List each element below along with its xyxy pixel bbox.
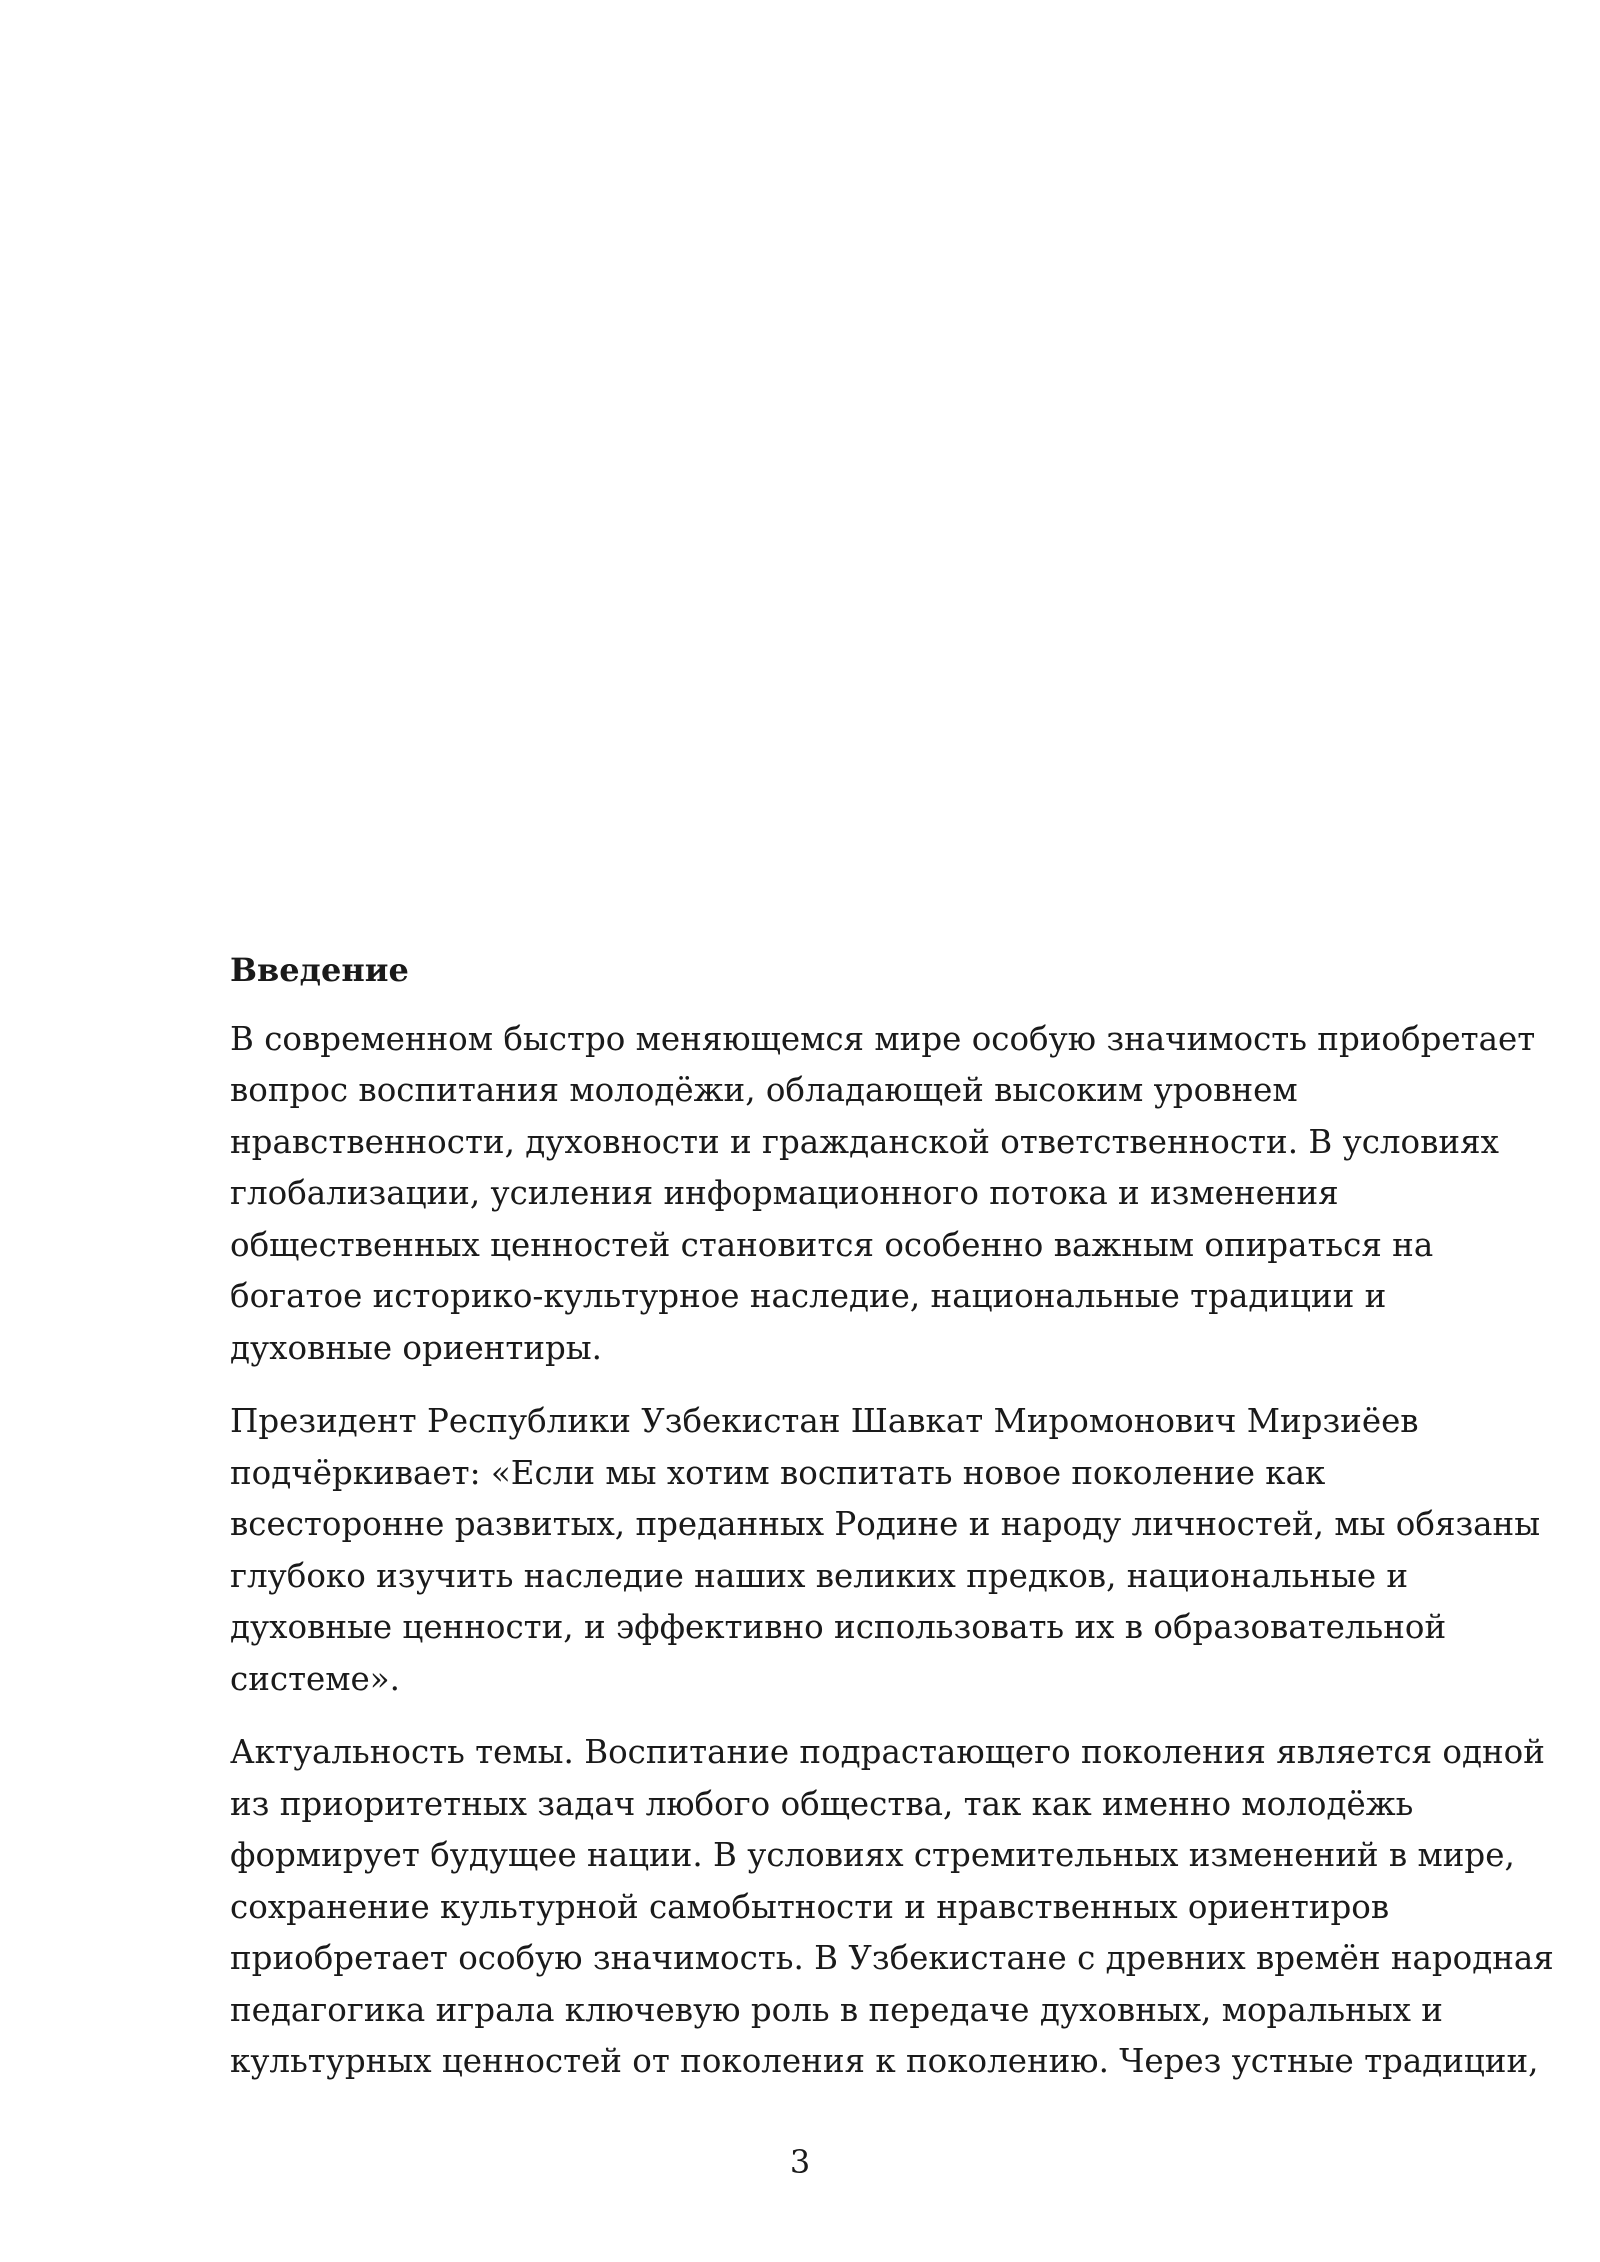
- text-line: всесторонне развитых, преданных Родине и народу личностей, мы обязаны: [230, 1505, 1541, 1544]
- page-content: [230, 950, 1554, 2110]
- text-line: приобретает особую значимость. В Узбекистане с древних времён народная: [230, 1939, 1554, 1978]
- page-number: 3: [789, 2143, 811, 2181]
- text-line: нравственности, духовности и гражданской ответственности. В условиях: [230, 1122, 1499, 1161]
- text-line: Актуальность темы. Воспитание подрастающего поколения является одной: [230, 1733, 1545, 1772]
- text-line: духовные ориентиры.: [230, 1328, 602, 1367]
- text-line: формирует будущее нации. В условиях стремительных изменений в мире,: [230, 1836, 1515, 1875]
- text-line: духовные ценности, и эффективно использовать их в образовательной: [230, 1608, 1447, 1647]
- text-line: богатое историко-культурное наследие, национальные традиции и: [230, 1277, 1387, 1316]
- text-line: общественных ценностей становится особенно важным опираться на: [230, 1225, 1434, 1264]
- text-line: глубоко изучить наследие наших великих предков, национальные и: [230, 1556, 1409, 1595]
- paragraph-intro: [230, 1014, 1536, 1375]
- text-line: культурных ценностей от поколения к поколению. Через устные традиции,: [230, 2042, 1539, 2081]
- text-line: глобализации, усиления информационного потока и изменения: [230, 1174, 1339, 1213]
- text-line: В современном быстро меняющемся мире особую значимость приобретает: [230, 1019, 1536, 1058]
- text-line: Президент Республики Узбекистан Шавкат Миромонович Мирзиёев: [230, 1402, 1419, 1441]
- paragraph-relevance: [230, 1727, 1554, 2088]
- text-line: из приоритетных задач любого общества, так как именно молодёжь: [230, 1784, 1414, 1823]
- text-line: подчёркивает: «Если мы хотим воспитать новое поколение как: [230, 1453, 1326, 1492]
- text-line: сохранение культурной самобытности и нравственных ориентиров: [230, 1887, 1390, 1926]
- section-heading: Введение: [230, 951, 409, 989]
- text-line: системе».: [230, 1659, 401, 1698]
- text-line: педагогика играла ключевую роль в передаче духовных, моральных и: [230, 1990, 1443, 2029]
- paragraph-quote: [230, 1396, 1541, 1705]
- text-line: вопрос воспитания молодёжи, обладающей высоким уровнем: [230, 1071, 1298, 1110]
